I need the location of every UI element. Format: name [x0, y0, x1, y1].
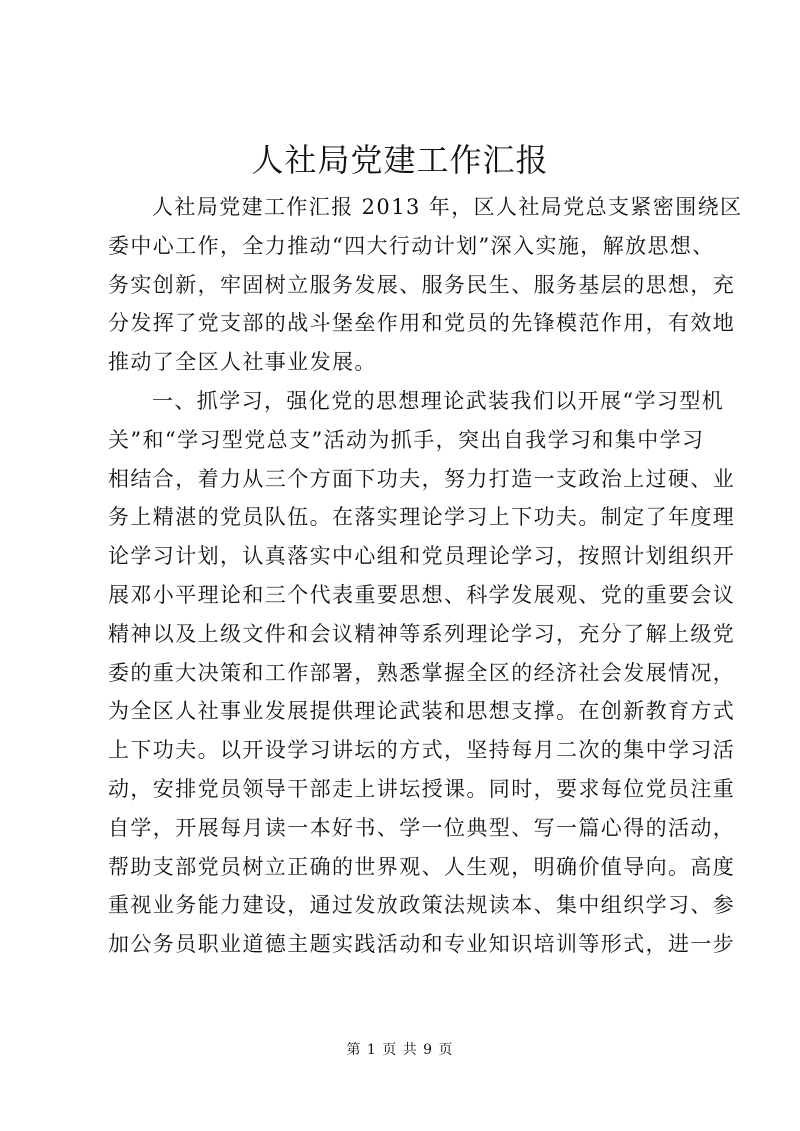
- text-line: 加公务员职业道德主题实践活动和专业知识培训等形式，进一步: [108, 932, 736, 957]
- text-line: 重视业务能力建设，通过发放政策法规读本、集中组织学习、参: [108, 893, 736, 918]
- text-line: 分发挥了党支部的战斗堡垒作用和党员的先锋模范作用，有效地: [108, 311, 736, 336]
- text-line: 相结合，着力从三个方面下功夫，努力打造一支政治上过硬、业: [108, 466, 736, 491]
- text-line: 精神以及上级文件和会议精神等系列理论学习，充分了解上级党: [108, 621, 736, 646]
- text-line: 推动了全区人社事业发展。: [108, 350, 377, 375]
- text-line: 为全区人社事业发展提供理论武装和思想支撑。在创新教育方式: [108, 699, 736, 724]
- text-line: 一、抓学习，强化党的思想理论武装我们以开展“学习型机: [152, 388, 725, 413]
- document-body: [108, 188, 743, 964]
- text-line: 务上精湛的党员队伍。在落实理论学习上下功夫。制定了年度理: [108, 505, 736, 530]
- text-line: 关”和“学习型党总支”活动为抓手，突出自我学习和集中学习: [108, 427, 705, 452]
- text-line: 委的重大决策和工作部署，熟悉掌握全区的经济社会发展情况，: [108, 660, 736, 685]
- text-line: 帮助支部党员树立正确的世界观、人生观，明确价值导向。高度: [108, 854, 736, 879]
- text-line: 人社局党建工作汇报 2013 年，区人社局党总支紧密围绕区: [152, 195, 743, 219]
- text-line: 动，安排党员领导干部走上讲坛授课。同时，要求每位党员注重: [108, 776, 736, 801]
- text-line: 委中心工作，全力推动“四大行动计划”深入实施，解放思想、: [108, 233, 715, 258]
- text-line: 论学习计划，认真落实中心组和党员理论学习，按照计划组织开: [108, 544, 736, 569]
- text-line: 务实创新，牢固树立服务发展、服务民生、服务基层的思想，充: [108, 272, 736, 297]
- document-title: 人社局党建工作汇报: [251, 141, 549, 179]
- text-line: 上下功夫。以开设学习讲坛的方式，坚持每月二次的集中学习活: [108, 738, 736, 763]
- text-line: 自学，开展每月读一本好书、学一位典型、写一篇心得的活动，: [108, 815, 736, 840]
- text-line: 展邓小平理论和三个代表重要思想、科学发展观、党的重要会议: [108, 582, 736, 607]
- page-footer: 第 1 页 共 9 页: [346, 1042, 454, 1058]
